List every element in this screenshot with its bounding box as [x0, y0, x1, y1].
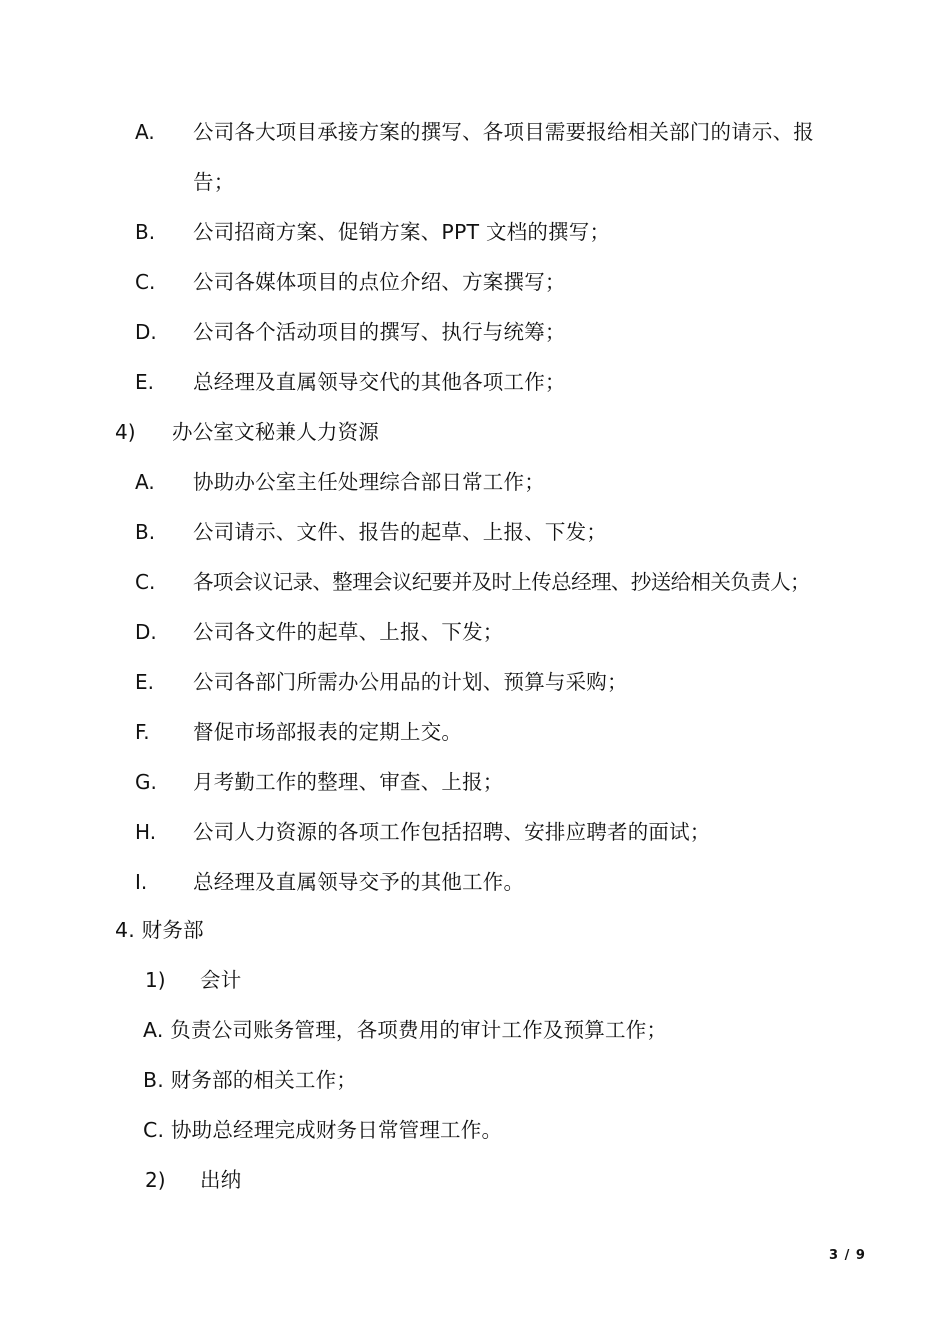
list-item-text: 督促市场部报表的定期上交。 — [193, 720, 463, 744]
list-item-text: 公司各大项目承接方案的撰写、各项目需要报给相关部门的请示、报 — [193, 120, 814, 144]
list-item-text: 月考勤工作的整理、审查、上报； — [193, 770, 504, 794]
list-item-text: 公司各媒体项目的点位介绍、方案撰写； — [193, 270, 566, 294]
subsection-number: 2) — [145, 1168, 166, 1192]
list-item-text: 各项会议记录、整理会议纪要并及时上传总经理、抄送给相关负责人； — [193, 570, 810, 594]
list-marker-e: E. — [135, 370, 154, 394]
list-item-text: B. 财务部的相关工作； — [143, 1068, 357, 1092]
list-item-text: 公司各部门所需办公用品的计划、预算与采购； — [193, 670, 628, 694]
list-marker-a: A. — [135, 470, 155, 494]
section-number: 4) — [115, 420, 136, 444]
list-marker-d: D. — [135, 320, 157, 344]
subsection-title: 会计 — [200, 968, 242, 992]
list-item-text: 公司各文件的起草、上报、下发； — [193, 620, 504, 644]
list-item-text: C. 协助总经理完成财务日常管理工作。 — [143, 1118, 503, 1142]
list-marker-e: E. — [135, 670, 154, 694]
list-item-text: A. 负责公司账务管理，各项费用的审计工作及预算工作； — [143, 1018, 668, 1042]
department-heading: 4. 财务部 — [115, 918, 204, 942]
list-marker-f: F. — [135, 720, 150, 744]
list-marker-c: C. — [135, 270, 156, 294]
list-marker-d: D. — [135, 620, 157, 644]
subsection-number: 1) — [145, 968, 166, 992]
list-marker-g: G. — [135, 770, 157, 794]
list-item-text: 公司人力资源的各项工作包括招聘、安排应聘者的面试； — [193, 820, 711, 844]
subsection-title: 出纳 — [200, 1168, 242, 1192]
list-marker-c: C. — [135, 570, 156, 594]
list-item-text: 总经理及直属领导交代的其他各项工作； — [193, 370, 566, 394]
list-item-text: 公司请示、文件、报告的起草、上报、下发； — [193, 520, 607, 544]
list-marker-b: B. — [135, 220, 156, 244]
list-marker-b: B. — [135, 520, 156, 544]
list-item-text: 协助办公室主任处理综合部日常工作； — [193, 470, 545, 494]
list-item-text-continued: 告； — [193, 170, 235, 194]
list-item-text: 总经理及直属领导交予的其他工作。 — [193, 870, 525, 894]
list-item-text: 公司各个活动项目的撰写、执行与统筹； — [193, 320, 566, 344]
page-number: 3 / 9 — [829, 1248, 866, 1263]
list-marker-a: A. — [135, 120, 155, 144]
list-marker-h: H. — [135, 820, 157, 844]
list-item-text: 公司招商方案、促销方案、PPT 文档的撰写； — [193, 220, 611, 244]
list-marker-i: I. — [135, 870, 148, 894]
section-title: 办公室文秘兼人力资源 — [172, 420, 379, 444]
